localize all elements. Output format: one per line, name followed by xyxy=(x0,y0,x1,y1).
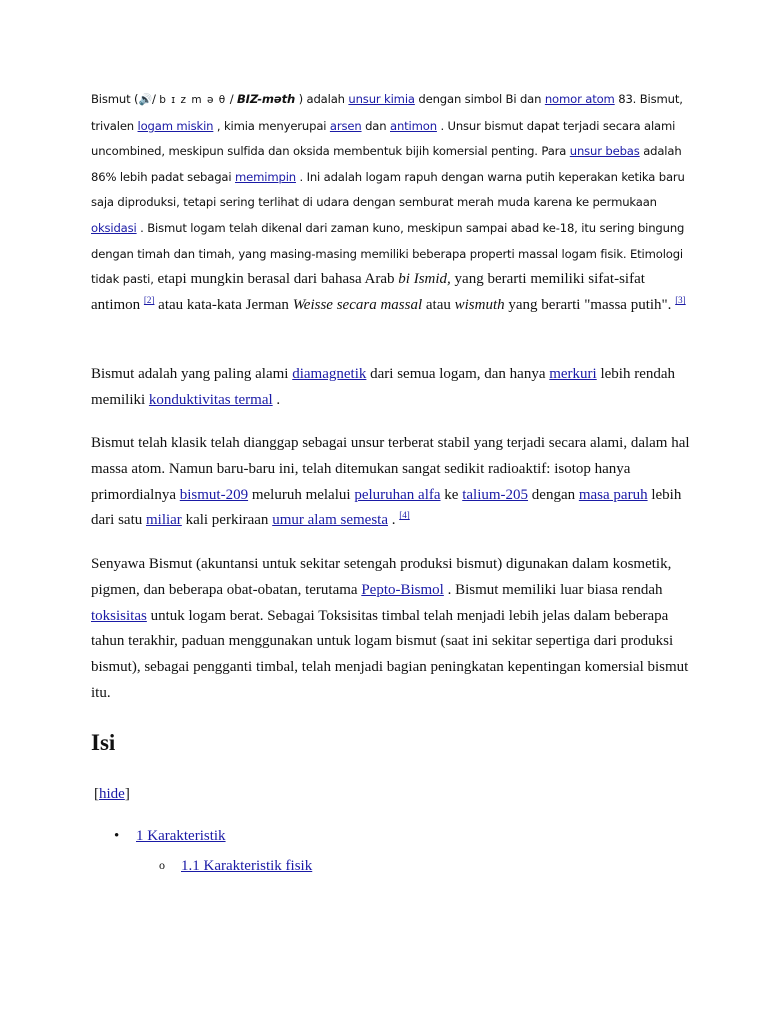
link-arsen[interactable]: arsen xyxy=(329,118,362,133)
reference-link-3[interactable]: [3] xyxy=(675,294,686,305)
intro-italic: bi Ismid, xyxy=(398,271,451,288)
intro-text: , kimia menyerupai xyxy=(213,118,330,133)
link-oksidasi[interactable]: oksidasi xyxy=(91,220,137,235)
reference-link-4[interactable]: [4] xyxy=(399,510,410,521)
intro-serif-text xyxy=(91,271,686,313)
toc-link-karakteristik-fisik[interactable]: 1.1 Karakteristik fisik xyxy=(181,858,313,874)
link-talium-205[interactable]: talium-205 xyxy=(462,486,529,503)
link-nomor-atom[interactable]: nomor atom xyxy=(544,92,615,106)
para-text: lebih dari satu xyxy=(91,486,682,529)
intro-text: ) adalah xyxy=(295,92,349,106)
intro-text: yang berarti memiliki sifat-sifat antimon xyxy=(91,271,645,313)
bullet-disc-icon: • xyxy=(114,828,120,844)
paragraph-senyawa xyxy=(91,552,691,707)
intro-text: atau kata-kata Jerman xyxy=(154,296,293,313)
para-text: . xyxy=(387,512,400,529)
bullet-circle-icon: o xyxy=(159,858,165,872)
intro-sans-text xyxy=(91,92,685,286)
link-unsur-bebas[interactable]: unsur bebas xyxy=(569,144,640,159)
para-text: Senyawa Bismut (akuntansi untuk sekitar setengah produksi bismut) digunakan dalam kosmetik, pigmen, dan beberapa obat-obatan, terutama xyxy=(91,556,672,598)
link-konduktivitas-termal[interactable]: konduktivitas termal xyxy=(148,391,273,408)
link-memimpin[interactable]: memimpin xyxy=(235,169,296,184)
intro-text: etapi mungkin berasal dari bahasa Arab xyxy=(153,271,399,288)
paragraph-radioaktif xyxy=(91,431,691,534)
para-text: ke xyxy=(440,486,463,503)
intro-text: ( xyxy=(130,92,139,106)
intro-text: / xyxy=(226,92,237,106)
intro-text: yang berarti "massa putih". xyxy=(504,296,676,313)
intro-text: . Unsur bismut dapat terjadi secara alami uncombined, meskipun sulfida dan oksida membentuk bijih komersial penting. Para xyxy=(91,118,676,159)
reference-link-2[interactable]: [2] xyxy=(143,294,155,305)
ipa-pronunciation: b ɪ z m ə θ xyxy=(159,94,227,106)
para-text: Bismut telah klasik telah dianggap sebagai unsur terberat stabil yang terjadi secara alami, dalam hal massa atom. Namun baru-baru ini, telah ditemukan sangat sedikit radioaktif: isotop hanya primordialnya xyxy=(91,435,690,503)
para-text: meluruh melalui xyxy=(248,486,355,503)
link-logam-miskin[interactable]: logam miskin xyxy=(137,118,214,133)
intro-text: dengan simbol Bi dan xyxy=(414,92,545,106)
link-peluruhan-alfa[interactable]: peluruhan alfa xyxy=(354,486,441,503)
toc-hide-link[interactable]: hide xyxy=(99,786,125,802)
intro-text: atau xyxy=(422,296,455,313)
para-text: untuk logam berat. Sebagai Toksisitas timbal telah menjadi lebih jelas dalam beberapa tahun terakhir, paduan menggunakan untuk logam bismut (saat ini sekitar sepertiga dari produksi bismut), sebagai pengganti timbal, telah menjadi bagian peningkatan kepentingan komersial bismut itu. xyxy=(91,607,689,701)
intro-text: adalah 86% lebih padat sebagai xyxy=(91,144,682,184)
toc-link-karakteristik[interactable]: 1 Karakteristik xyxy=(136,828,226,844)
bracket-close: ] xyxy=(124,786,130,802)
speaker-icon[interactable]: 🔊 xyxy=(138,93,152,106)
bracket-open: [ xyxy=(94,786,99,802)
intro-text: / xyxy=(151,92,160,106)
link-toksisitas[interactable]: toksisitas xyxy=(91,607,147,624)
link-masa-paruh[interactable]: masa paruh xyxy=(578,486,648,503)
intro-text: 83. Bismut, trivalen xyxy=(91,92,683,133)
link-umur-alam-semesta[interactable]: umur alam semesta xyxy=(272,512,388,529)
link-bismut-209[interactable]: bismut-209 xyxy=(179,486,249,503)
toc-toggle xyxy=(94,786,130,803)
intro-italic: wismuth xyxy=(454,296,505,313)
intro-text: . Ini adalah logam rapuh dengan warna putih keperakan ketika baru saja diproduksi, tetapi sering terlihat di udara dengan semburat merah muda karena ke permukaan xyxy=(91,169,685,210)
para-text: . Bismut memiliki luar biasa rendah xyxy=(443,581,663,598)
link-unsur-kimia[interactable]: unsur kimia xyxy=(348,92,415,106)
intro-italic: Weisse secara massal xyxy=(292,296,423,313)
para-text: . xyxy=(272,391,281,408)
para-text: dengan xyxy=(528,486,579,503)
paragraph-diamagnetik xyxy=(91,362,691,414)
toc-heading: Isi xyxy=(91,730,116,755)
para-text: kali perkiraan xyxy=(181,512,273,529)
intro-text: Bismut xyxy=(91,92,131,106)
link-miliar[interactable]: miliar xyxy=(145,512,182,529)
para-text: Bismut adalah yang paling alami xyxy=(91,366,293,382)
para-text: dari semua logam, dan hanya xyxy=(366,366,550,382)
intro-text: . Bismut logam telah dikenal dari zaman kuno, meskipun sampai abad ke-18, itu sering bingung dengan timah dan timah, yang masing-masing memiliki beberapa properti massal logam fisik. Etimologi tidak pasti, xyxy=(91,220,685,287)
pronunciation-respelling: BIZ-məth xyxy=(237,92,296,106)
link-antimon[interactable]: antimon xyxy=(390,118,437,133)
link-diamagnetik[interactable]: diamagnetik xyxy=(292,366,367,382)
para-text: lebih rendah memiliki xyxy=(91,366,676,408)
link-pepto-bismol[interactable]: Pepto-Bismol xyxy=(361,581,444,598)
intro-text: dan xyxy=(361,118,390,133)
intro-paragraph xyxy=(91,87,691,318)
link-merkuri[interactable]: merkuri xyxy=(549,366,597,382)
